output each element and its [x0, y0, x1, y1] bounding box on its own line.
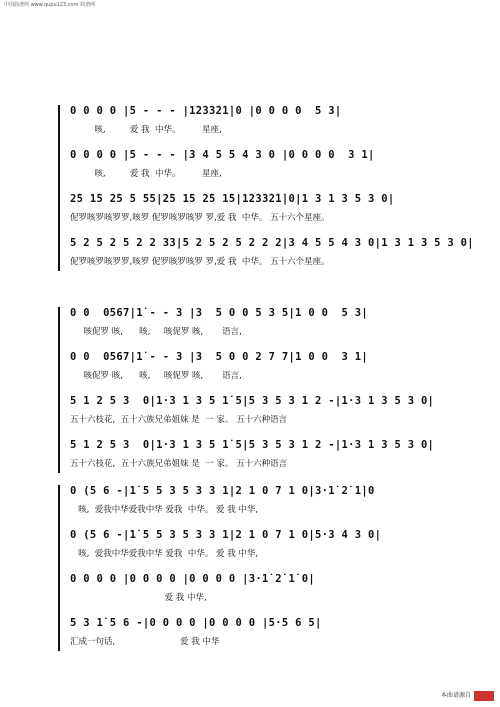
- staff-notes: 0 0 0567|1̇ - - 3 |3 5 0 0 5 3 5|1 0 0 5 3|: [70, 307, 368, 319]
- staff-lyrics: 咳, 爱我中华爱我中华 爱我 中华。 爱 我 中华,: [70, 549, 259, 559]
- footer-text: 本曲谱源自: [440, 692, 471, 699]
- staff-notes: 5 1 2 5 3 0|1·3 1 3 5 1̇ 5|5 3 5 3 1 2 -|1·3 1 3 5 3 0|: [70, 439, 435, 451]
- staff-lyrics: 咳, 爱 我 中华。 星座,: [70, 125, 222, 135]
- staff-line: [70, 395, 450, 439]
- staff-line: [70, 307, 450, 351]
- system-bracket: [58, 105, 63, 271]
- staff-line: [70, 573, 450, 617]
- system-bracket: [58, 307, 63, 473]
- staff-line: [70, 149, 450, 193]
- staff-lyrics: 咳, 爱我中华爱我中华 爱我 中华。 爱 我 中华,: [70, 505, 259, 515]
- score-system: [70, 105, 474, 281]
- staff-line: [70, 529, 450, 573]
- staff-notes: 5 2 5 2 5 2 2 33|5 2 5 2 5 2 2 2|3 4 5 5 4 3 0|1 3 1 3 5 3 0|: [70, 237, 474, 249]
- staff-lyrics: 伲罗咳罗咳罗罗,咳罗 伲罗咳罗咳罗 罗,爱 我 中华。 五十六个星座。: [70, 213, 330, 223]
- staff-line: [70, 105, 450, 149]
- staff-notes: 0 0 0 0 |5 - - - |3 4 5 5 4 3 0 |0 0 0 0 3 1|: [70, 149, 375, 161]
- source-logo: [474, 691, 494, 701]
- staff-notes: 0 (5 6 -|1̇ 5 5 3 5 3 3 1|2 1 0 7 1 0|3·1̇ 2̇ 1̇|0: [70, 485, 375, 497]
- staff-notes: 0 0 0 0 |0 0 0 0 |0 0 0 0 |3·1̇ 2̇ 1̇ 0|: [70, 573, 315, 585]
- staff-line: [70, 351, 450, 395]
- staff-notes: 2̇5 1̇5 2̇5 5 55|2̇5 1̇5 2̇5 1̇5|1̇2̇3̇3̇2̇1̇|0|1 3 1 3 5 3 0|: [70, 193, 395, 205]
- staff-lyrics: 爱 我 中华,: [70, 593, 207, 603]
- staff-notes: 0 (5 6 -|1̇ 5 5 3 5 3 3 1|2 1 0 7 1 0|5·3 4 3 0|: [70, 529, 382, 541]
- page-footer: [441, 690, 494, 701]
- staff-lyrics: 咳伲罗 咳, 咳, 咳伲罗 咳, 语言,: [70, 327, 242, 337]
- score-system: [70, 307, 450, 483]
- staff-lyrics: 汇成一句话, 爱 我 中华: [70, 637, 220, 647]
- staff-lyrics: 咳, 爱 我 中华。 星座,: [70, 169, 222, 179]
- staff-notes: 0 0 0 0 |5 - - - |1̇2̇3̇3̇2̇1̇|0 |0 0 0 0 5 3|: [70, 105, 342, 117]
- staff-line: [70, 485, 450, 529]
- staff-notes: 5 3 1̇ 5 6 -|0 0 0 0 |0 0 0 0 |5·5 6 5|: [70, 617, 322, 629]
- staff-line: [70, 237, 474, 281]
- staff-lyrics: 五十六枝花, 五十六族兄弟姐妹 是 一 家。 五十六种语言: [70, 459, 288, 469]
- staff-line: [70, 617, 450, 661]
- staff-lyrics: 咳伲罗 咳, 咳, 咳伲罗 咳, 语言,: [70, 371, 242, 381]
- staff-lyrics: 五十六枝花, 五十六族兄弟姐妹 是 一 家。 五十六种语言: [70, 415, 288, 425]
- score-system: [70, 485, 450, 661]
- staff-notes: 5 1 2 5 3 0|1·3 1 3 5 1̇ 5|5 3 5 3 1 2 -|1·3 1 3 5 3 0|: [70, 395, 435, 407]
- staff-lyrics: 伲罗咳罗咳罗罗,咳罗 伲罗咳罗咳罗 罗,爱 我 中华。 五十六个星座。: [70, 257, 330, 267]
- staff-line: [70, 193, 450, 237]
- staff-line: [70, 439, 450, 483]
- system-bracket: [58, 485, 63, 651]
- staff-notes: 0 0 0567|1̇ - - 3 |3 5 0 0 2 7 7|1 0 0 3 1|: [70, 351, 368, 363]
- page-header: 中国曲谱网 www.qupu123.com 简谱网: [4, 2, 96, 8]
